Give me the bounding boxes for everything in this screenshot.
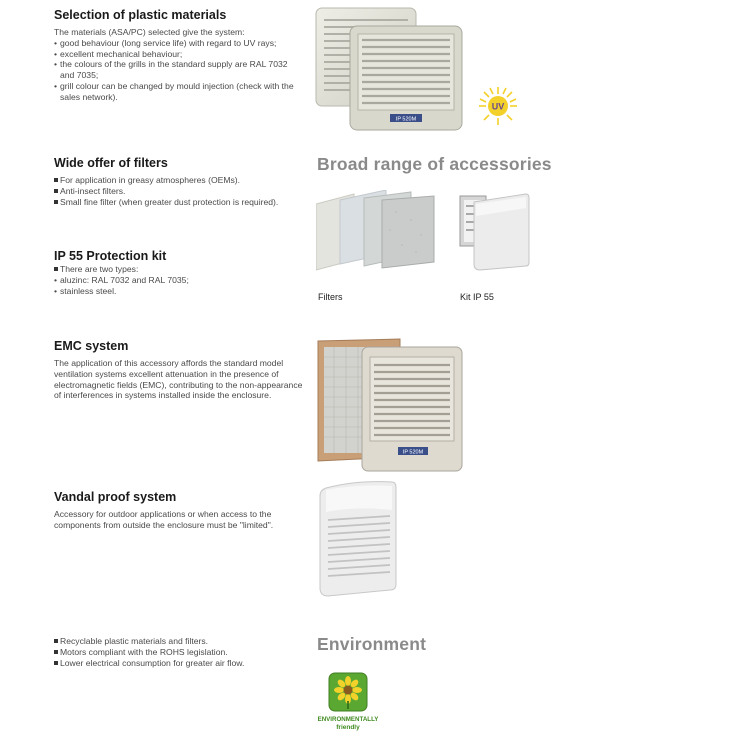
section-title: Vandal proof system [54, 490, 177, 504]
list-item: • aluzinc: RAL 7032 and RAL 7035; [54, 274, 189, 285]
vandal-proof-image [316, 480, 398, 598]
fan-label: IP 520M [395, 116, 417, 123]
section-plastic-materials [54, 8, 304, 103]
uv-label: UV [491, 101, 505, 112]
section-ip55 [54, 249, 304, 296]
emc-fan-label: IP 520M [402, 449, 424, 456]
kit-caption: Kit IP 55 [460, 292, 494, 302]
eco-badge-text [308, 716, 388, 732]
section-title: Selection of plastic materials [54, 8, 227, 22]
list-item: • the colours of the grills in the standard supply are RAL 7032 and 7035; [54, 59, 288, 81]
eco-flower-icon [328, 672, 368, 712]
section-title: Wide offer of filters [54, 156, 168, 170]
environment-heading: Environment [317, 634, 427, 654]
filters-image [316, 190, 436, 272]
list-item: There are two types: [54, 264, 304, 275]
list-item: Small fine filter (when greater dust protection is required). [54, 197, 304, 208]
section-title: EMC system [54, 339, 129, 353]
emc-fan-image [316, 337, 466, 473]
section-body: Accessory for outdoor applications or when access to the components from outside the enclosure must be "limited". [54, 509, 274, 530]
bullet-list [54, 175, 304, 207]
section-title: IP 55 Protection kit [54, 249, 167, 263]
section-environment-list [54, 636, 304, 668]
list-item: Recyclable plastic materials and filters. [54, 636, 304, 647]
list-item: • excellent mechanical behaviour; [54, 48, 183, 59]
list-item: Anti-insect filters. [54, 186, 304, 197]
list-item: For application in greasy atmospheres (OEMs). [54, 175, 304, 186]
section-vandal-proof [54, 490, 304, 531]
section-emc [54, 339, 304, 401]
eco-line2: friendly [336, 724, 360, 731]
bullet-list [54, 38, 304, 103]
uv-sun-icon [478, 86, 518, 126]
section-filters [54, 156, 304, 207]
ip55-kit-image [458, 190, 530, 272]
filters-caption: Filters [318, 292, 343, 302]
section-body: The application of this accessory affords the standard model ventilation systems excellent attenuation in the presence of electromagnetic fields (EMC), contributing to the non-appearance of interferences in systems installed inside the enclosure. [54, 358, 303, 401]
list-item: • grill colour can be changed by mould injection (check with the sales network). [54, 80, 294, 102]
section-intro: The materials (ASA/PC) selected give the system: [54, 27, 245, 37]
list-item: • stainless steel. [54, 285, 117, 296]
bullet-list [54, 264, 304, 296]
list-item: Lower electrical consumption for greater air flow. [54, 658, 304, 669]
accessories-heading: Broad range of accessories [317, 154, 552, 174]
fan-grill-image [314, 6, 474, 132]
eco-line1: ENVIRONMENTALLY [317, 716, 379, 723]
list-item: Motors compliant with the ROHS legislation. [54, 647, 304, 658]
bullet-list [54, 636, 304, 668]
list-item: • good behaviour (long service life) with regard to UV rays; [54, 37, 277, 48]
